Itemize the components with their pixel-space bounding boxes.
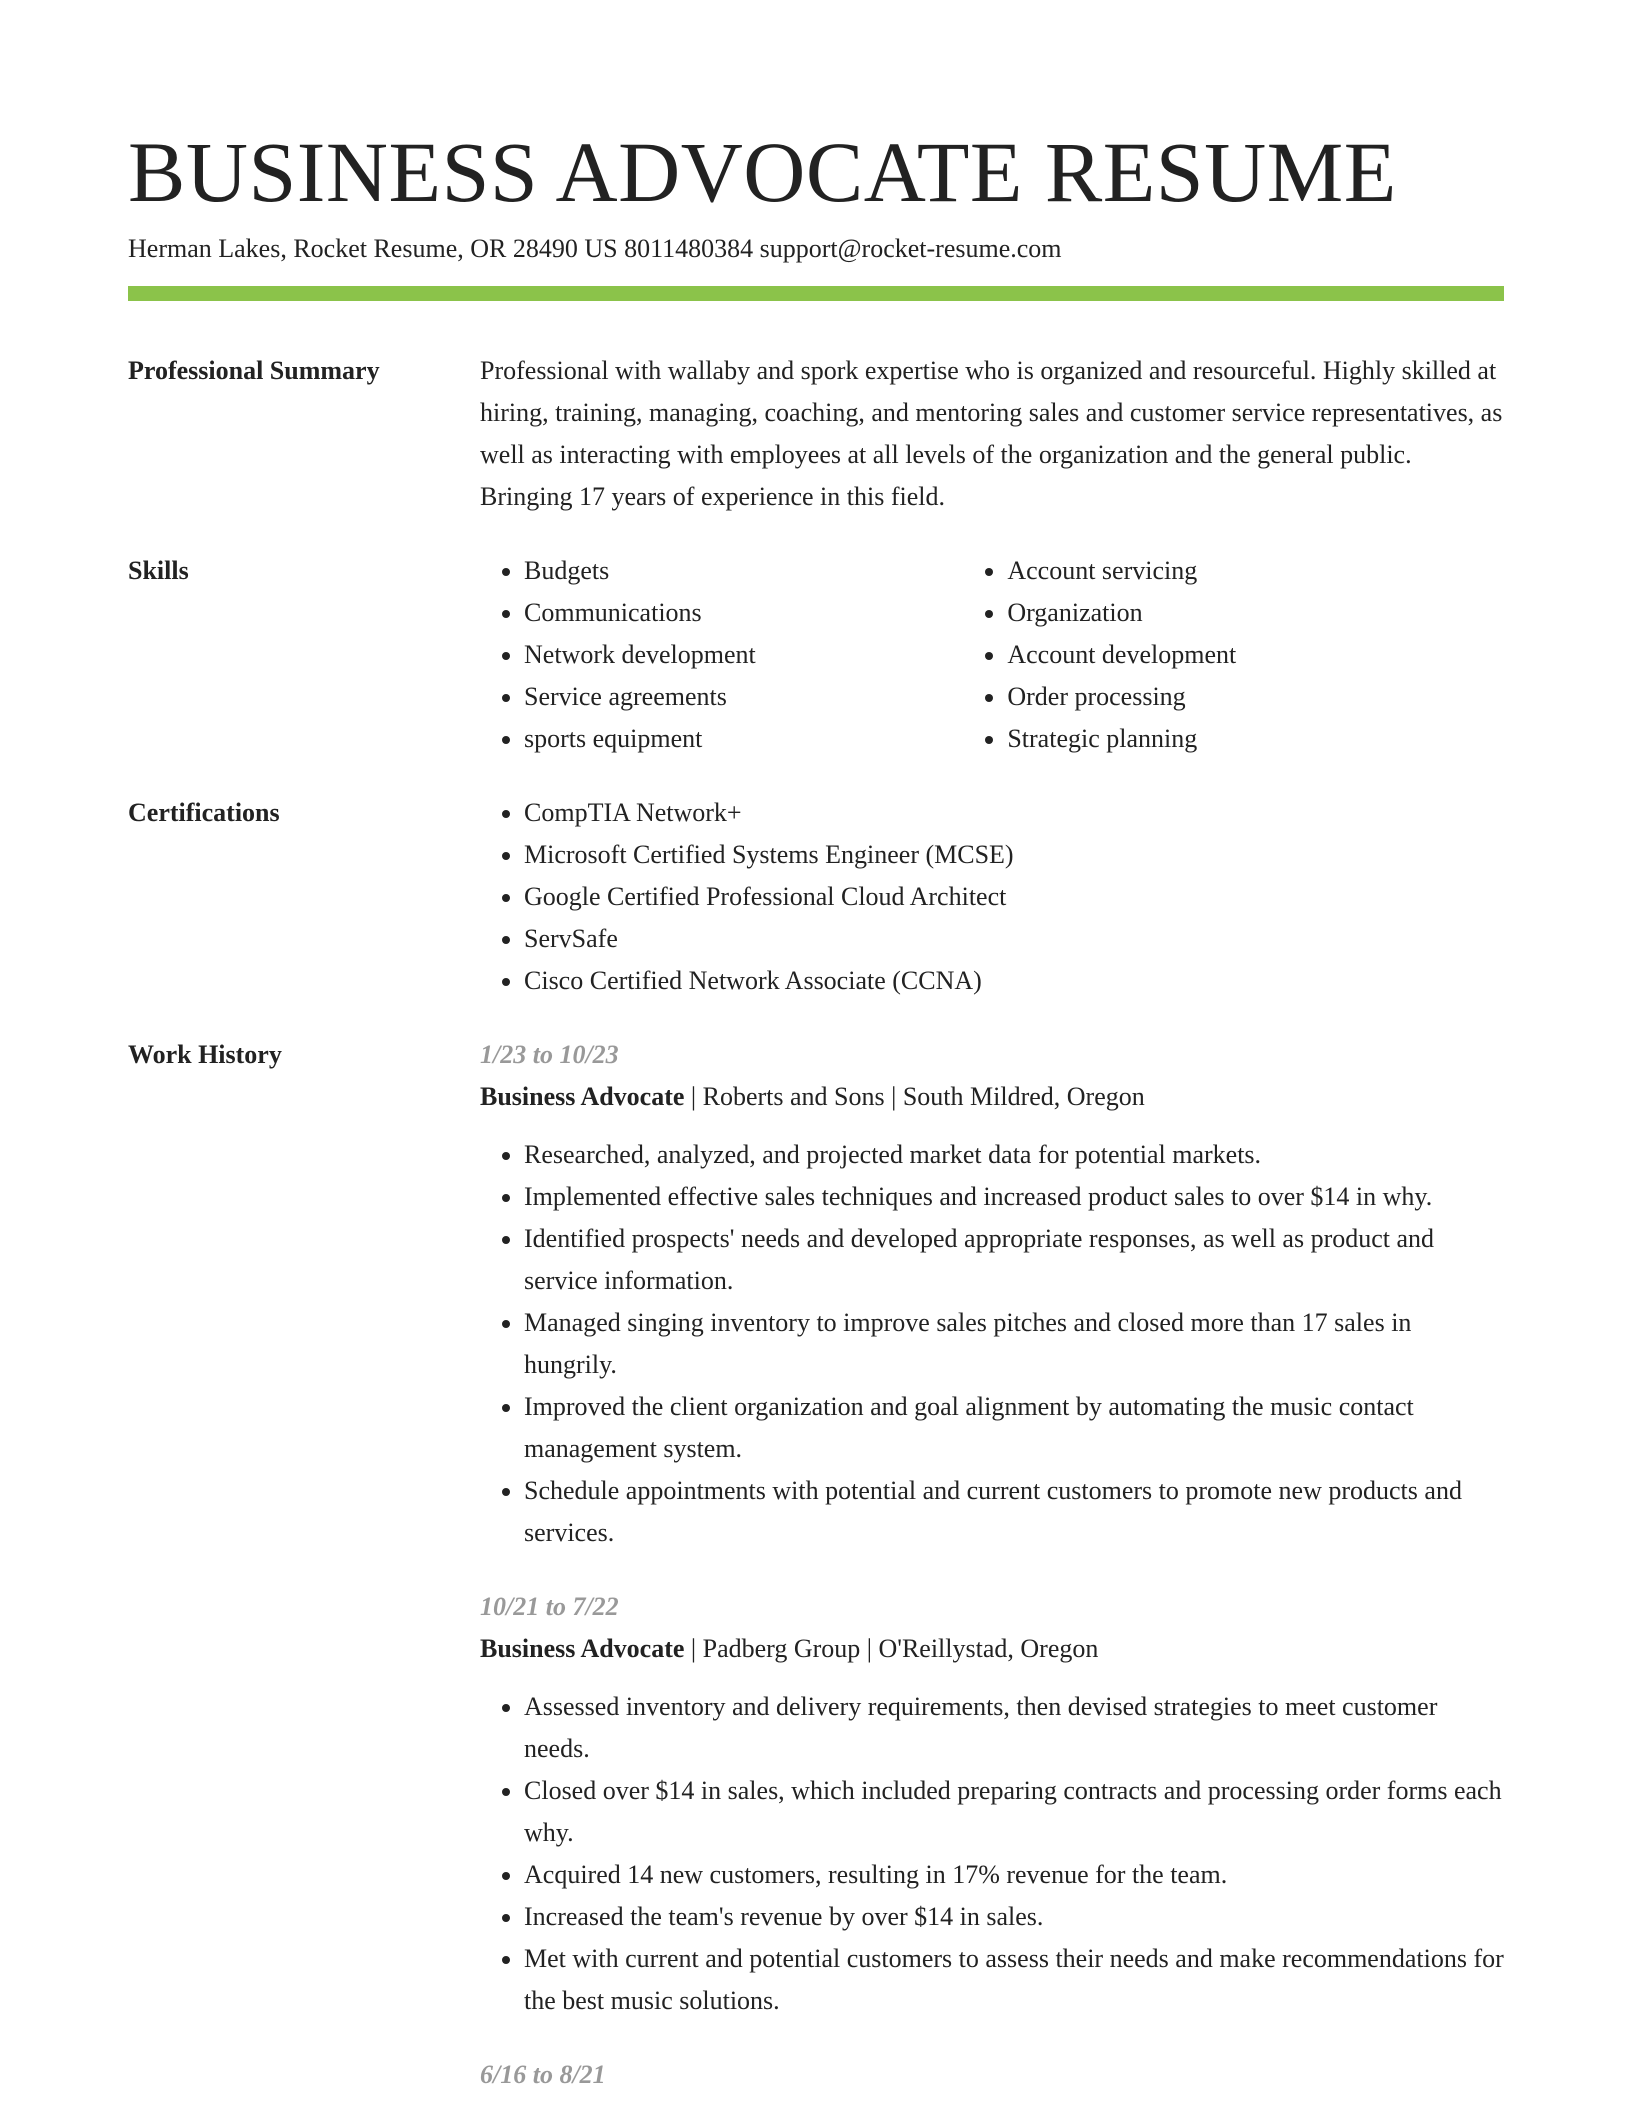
job-entry	[480, 2054, 1504, 2096]
job-bullet: • Schedule appointments with potential and current customers to promote new products and services.	[524, 1470, 1504, 1554]
job-bullet: • Met with current and potential customers to assess their needs and make recommendations for the best music solutions.	[524, 1938, 1504, 2022]
skill-item: • Budgets	[524, 550, 963, 592]
job-header	[480, 1628, 1504, 1670]
job-dates: 1/23 to 10/23	[480, 1040, 619, 1069]
section-heading-summary: Professional Summary	[128, 356, 380, 385]
job-bullet: • Closed over $14 in sales, which included preparing contracts and processing order forms each why.	[524, 1770, 1504, 1854]
job-bullet: • Implemented effective sales techniques and increased product sales to over $14 in why.	[524, 1176, 1504, 1218]
skill-item: • Communications	[524, 592, 963, 634]
job-bullet: • Identified prospects' needs and developed appropriate responses, as well as product and service information.	[524, 1218, 1504, 1302]
job-bullet: • Increased the team's revenue by over $14 in sales.	[524, 1896, 1504, 1938]
summary-body	[480, 350, 1504, 518]
skill-item: • Network development	[524, 634, 963, 676]
resume-title: BUSINESS ADVOCATE RESUME	[128, 124, 1397, 220]
skill-item: • Organization	[1007, 592, 1504, 634]
skill-item: • Account development	[1007, 634, 1504, 676]
job-bullet: • Improved the client organization and goal alignment by automating the music contact management system.	[524, 1386, 1504, 1470]
job-entry	[480, 1586, 1504, 2022]
certification-item: • ServSafe	[524, 918, 1504, 960]
skill-item: • sports equipment	[524, 718, 963, 760]
certification-item: • CompTIA Network+	[524, 792, 1504, 834]
contact-line: Herman Lakes, Rocket Resume, OR 28490 US 8011480384 support@rocket-resume.com	[128, 234, 1062, 263]
job-bullet: • Managed singing inventory to improve sales pitches and closed more than 17 sales in hungrily.	[524, 1302, 1504, 1386]
job-details: | Padberg Group | O'Reillystad, Oregon	[684, 1634, 1099, 1663]
job-bullets	[480, 1134, 1504, 1554]
job-bullet: • Assessed inventory and delivery requirements, then devised strategies to meet customer needs.	[524, 1686, 1504, 1770]
section-heading-work-history: Work History	[128, 1040, 282, 1069]
section-heading-certifications: Certifications	[128, 798, 280, 827]
skills-list-col1	[480, 550, 963, 760]
work-history-body	[480, 1034, 1504, 2128]
job-bullets	[480, 1686, 1504, 2022]
job-title: Business Advocate	[480, 1634, 685, 1663]
skill-item: • Account servicing	[1007, 550, 1504, 592]
job-dates: 10/21 to 7/22	[480, 1592, 619, 1621]
job-header	[480, 1076, 1504, 1118]
skill-item: • Order processing	[1007, 676, 1504, 718]
certification-item: • Cisco Certified Network Associate (CCNA)	[524, 960, 1504, 1002]
certifications-list	[480, 792, 1504, 1002]
job-bullet: • Acquired 14 new customers, resulting in 17% revenue for the team.	[524, 1854, 1504, 1896]
certification-item: • Microsoft Certified Systems Engineer (MCSE)	[524, 834, 1504, 876]
skills-list-col2	[963, 550, 1504, 760]
job-bullet: • Researched, analyzed, and projected market data for potential markets.	[524, 1134, 1504, 1176]
job-details: | Roberts and Sons | South Mildred, Oregon	[684, 1082, 1145, 1111]
job-dates: 6/16 to 8/21	[480, 2060, 606, 2089]
skill-item: • Strategic planning	[1007, 718, 1504, 760]
skills-body	[480, 550, 1504, 760]
job-entry	[480, 1034, 1504, 1554]
skill-item: • Service agreements	[524, 676, 963, 718]
section-heading-skills: Skills	[128, 556, 189, 585]
accent-divider	[128, 286, 1504, 301]
job-title: Business Advocate	[480, 1082, 685, 1111]
certifications-body	[480, 792, 1504, 1002]
certification-item: • Google Certified Professional Cloud Architect	[524, 876, 1504, 918]
summary-text: Professional with wallaby and spork expertise who is organized and resourceful. Highly skilled at hiring, training, managing, coaching, and mentoring sales and customer service representatives, as well as interacting with employees at all levels of the organization and the general public. Bringing 17 years of experience in this field.	[480, 356, 1503, 511]
